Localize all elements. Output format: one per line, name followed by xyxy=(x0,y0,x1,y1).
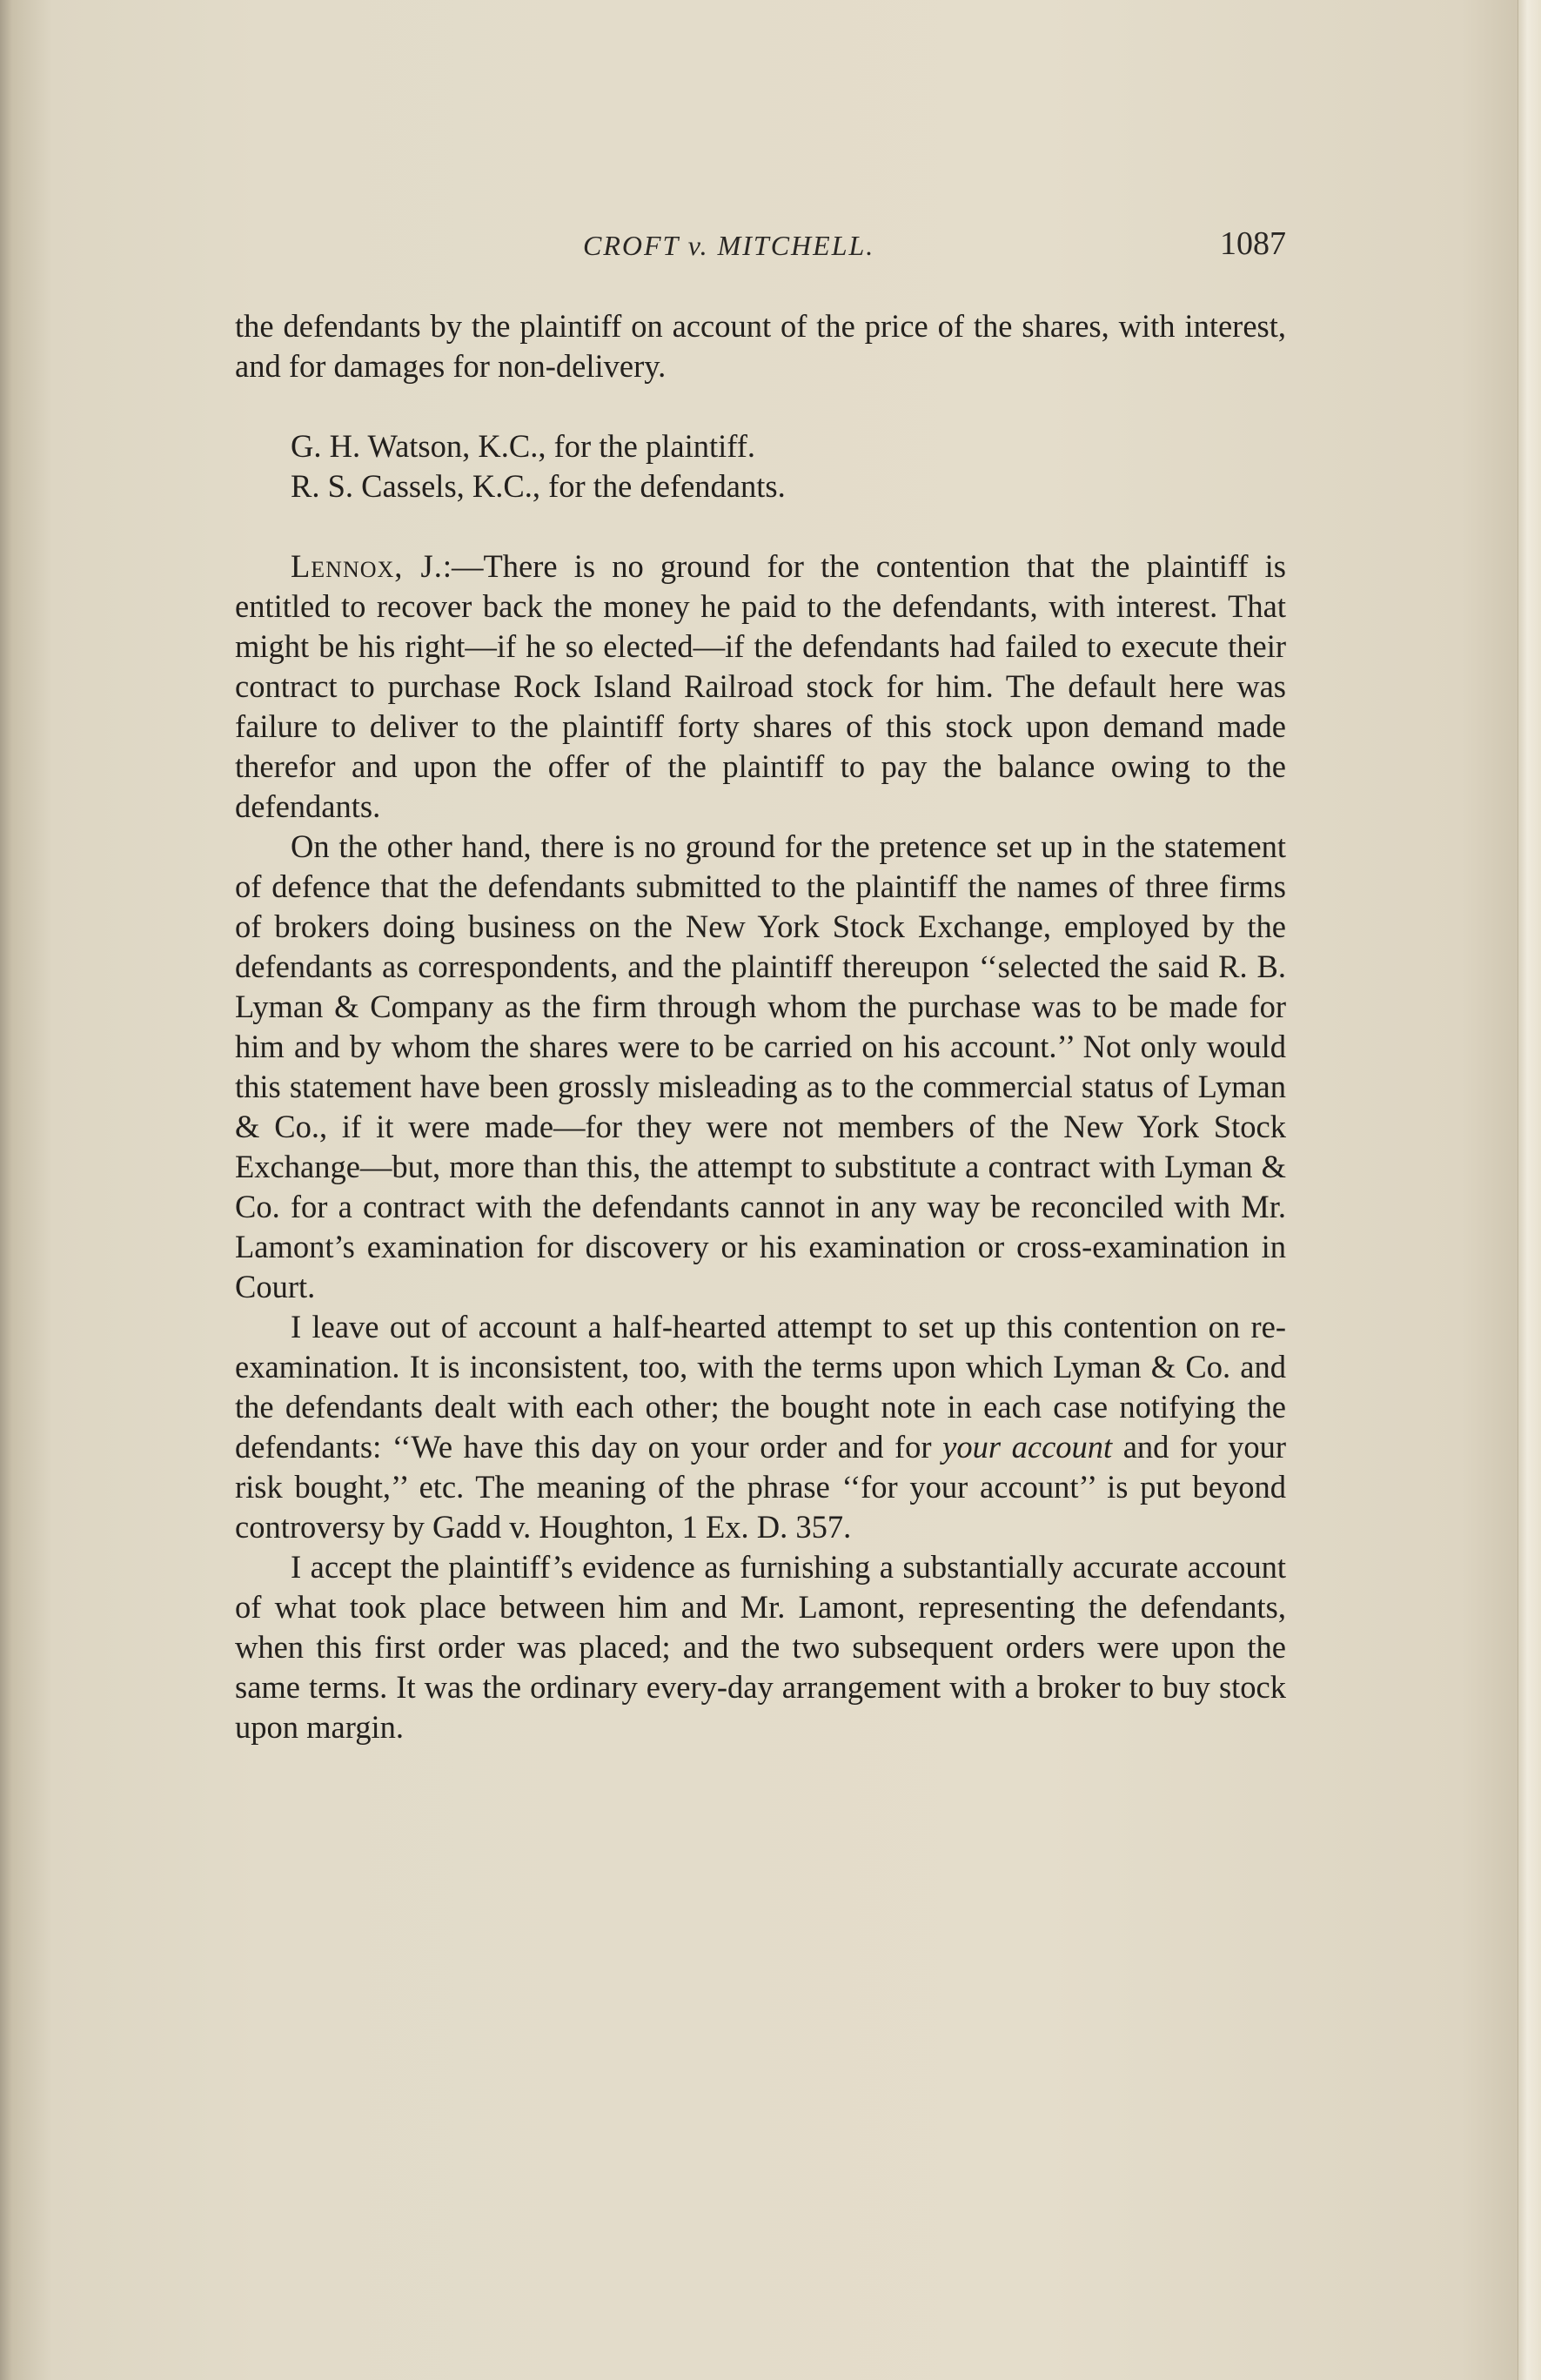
counsel-defendants: R. S. Cassels, K.C., for the defendants. xyxy=(291,468,786,504)
judgment-paragraph-3-part-a: I leave out of account a half-hearted attempt to set up this contention on re-examination. It is inconsistent, too, with the terms upon which Lyman & Co. and the defendants dealt with each other; the bought note in each case notifying the defendants: ‘‘We have this day on your order and for xyxy=(235,1309,1286,1465)
judgment-paragraph-2: On the other hand, there is no ground for the pretence set up in the statement of defence that the defendants submitted to the plaintiff the names of three firms of brokers doing business on the New York Stock Exchange, employed by the defendants as correspondents, and the plaintiff thereupon ‘‘selected the said R. B. Lyman & Company as the firm through whom the purchase was to be made for him and by whom the shares were to be carried on his account.’’ Not only would this statement have been grossly misleading as to the commercial status of Lyman & Co., if it were made—for they were not members of the New York Stock Exchange—but, more than this, the attempt to substitute a contract with Lyman & Co. for a contract with the defendants cannot in any way be reconciled with Mr. Lamont’s examination for discovery or his examination or cross-examination in Court. xyxy=(235,828,1286,1304)
judgment-paragraph-3 xyxy=(235,1307,1286,1547)
judgment-paragraph-3-part-b: and for your risk bought,’’ etc. The meaning of the phrase ‘‘for your account’’ is put beyond controversy by Gadd v. Houghton, 1 Ex. D. 357. xyxy=(235,1429,1287,1545)
judgment-paragraph-4: I accept the plaintiff’s evidence as furnishing a substantially accurate account of what took place between him and Mr. Lamont, representing the defendants, when this first order was placed; and the two subsequent orders were upon the same terms. It was the ordinary every-day arrangement with a broker to buy stock upon margin. xyxy=(235,1549,1286,1745)
judgment-paragraph-1 xyxy=(235,546,1286,827)
page-gutter xyxy=(1518,0,1541,2380)
counsel-plaintiff: G. H. Watson, K.C., for the plaintiff. xyxy=(291,428,756,464)
italic-phrase: your account xyxy=(942,1429,1113,1465)
running-head: CROFT v. MITCHELL. xyxy=(583,230,875,261)
judgment-paragraph-1-text: :—There is no ground for the contention that the plaintiff is entitled to recover back the money he paid to the defendants, with interest. That might be his right—if he so elected—if the defendants had failed to execute their contract to purchase Rock Island Railroad stock for him. The default here was failure to deliver to the plaintiff forty shares of this stock upon demand made therefor and upon the offer of the plaintiff to pay the balance owing to the defendants. xyxy=(235,548,1286,824)
judge-name: Lennox, J. xyxy=(291,548,443,584)
body-text xyxy=(235,306,1286,1747)
continued-paragraph: the defendants by the plaintiff on account of the price of the shares, with interest, and for damages for non-delivery. xyxy=(235,308,1286,384)
page-number: 1087 xyxy=(1220,225,1286,262)
page-header xyxy=(235,225,1286,268)
